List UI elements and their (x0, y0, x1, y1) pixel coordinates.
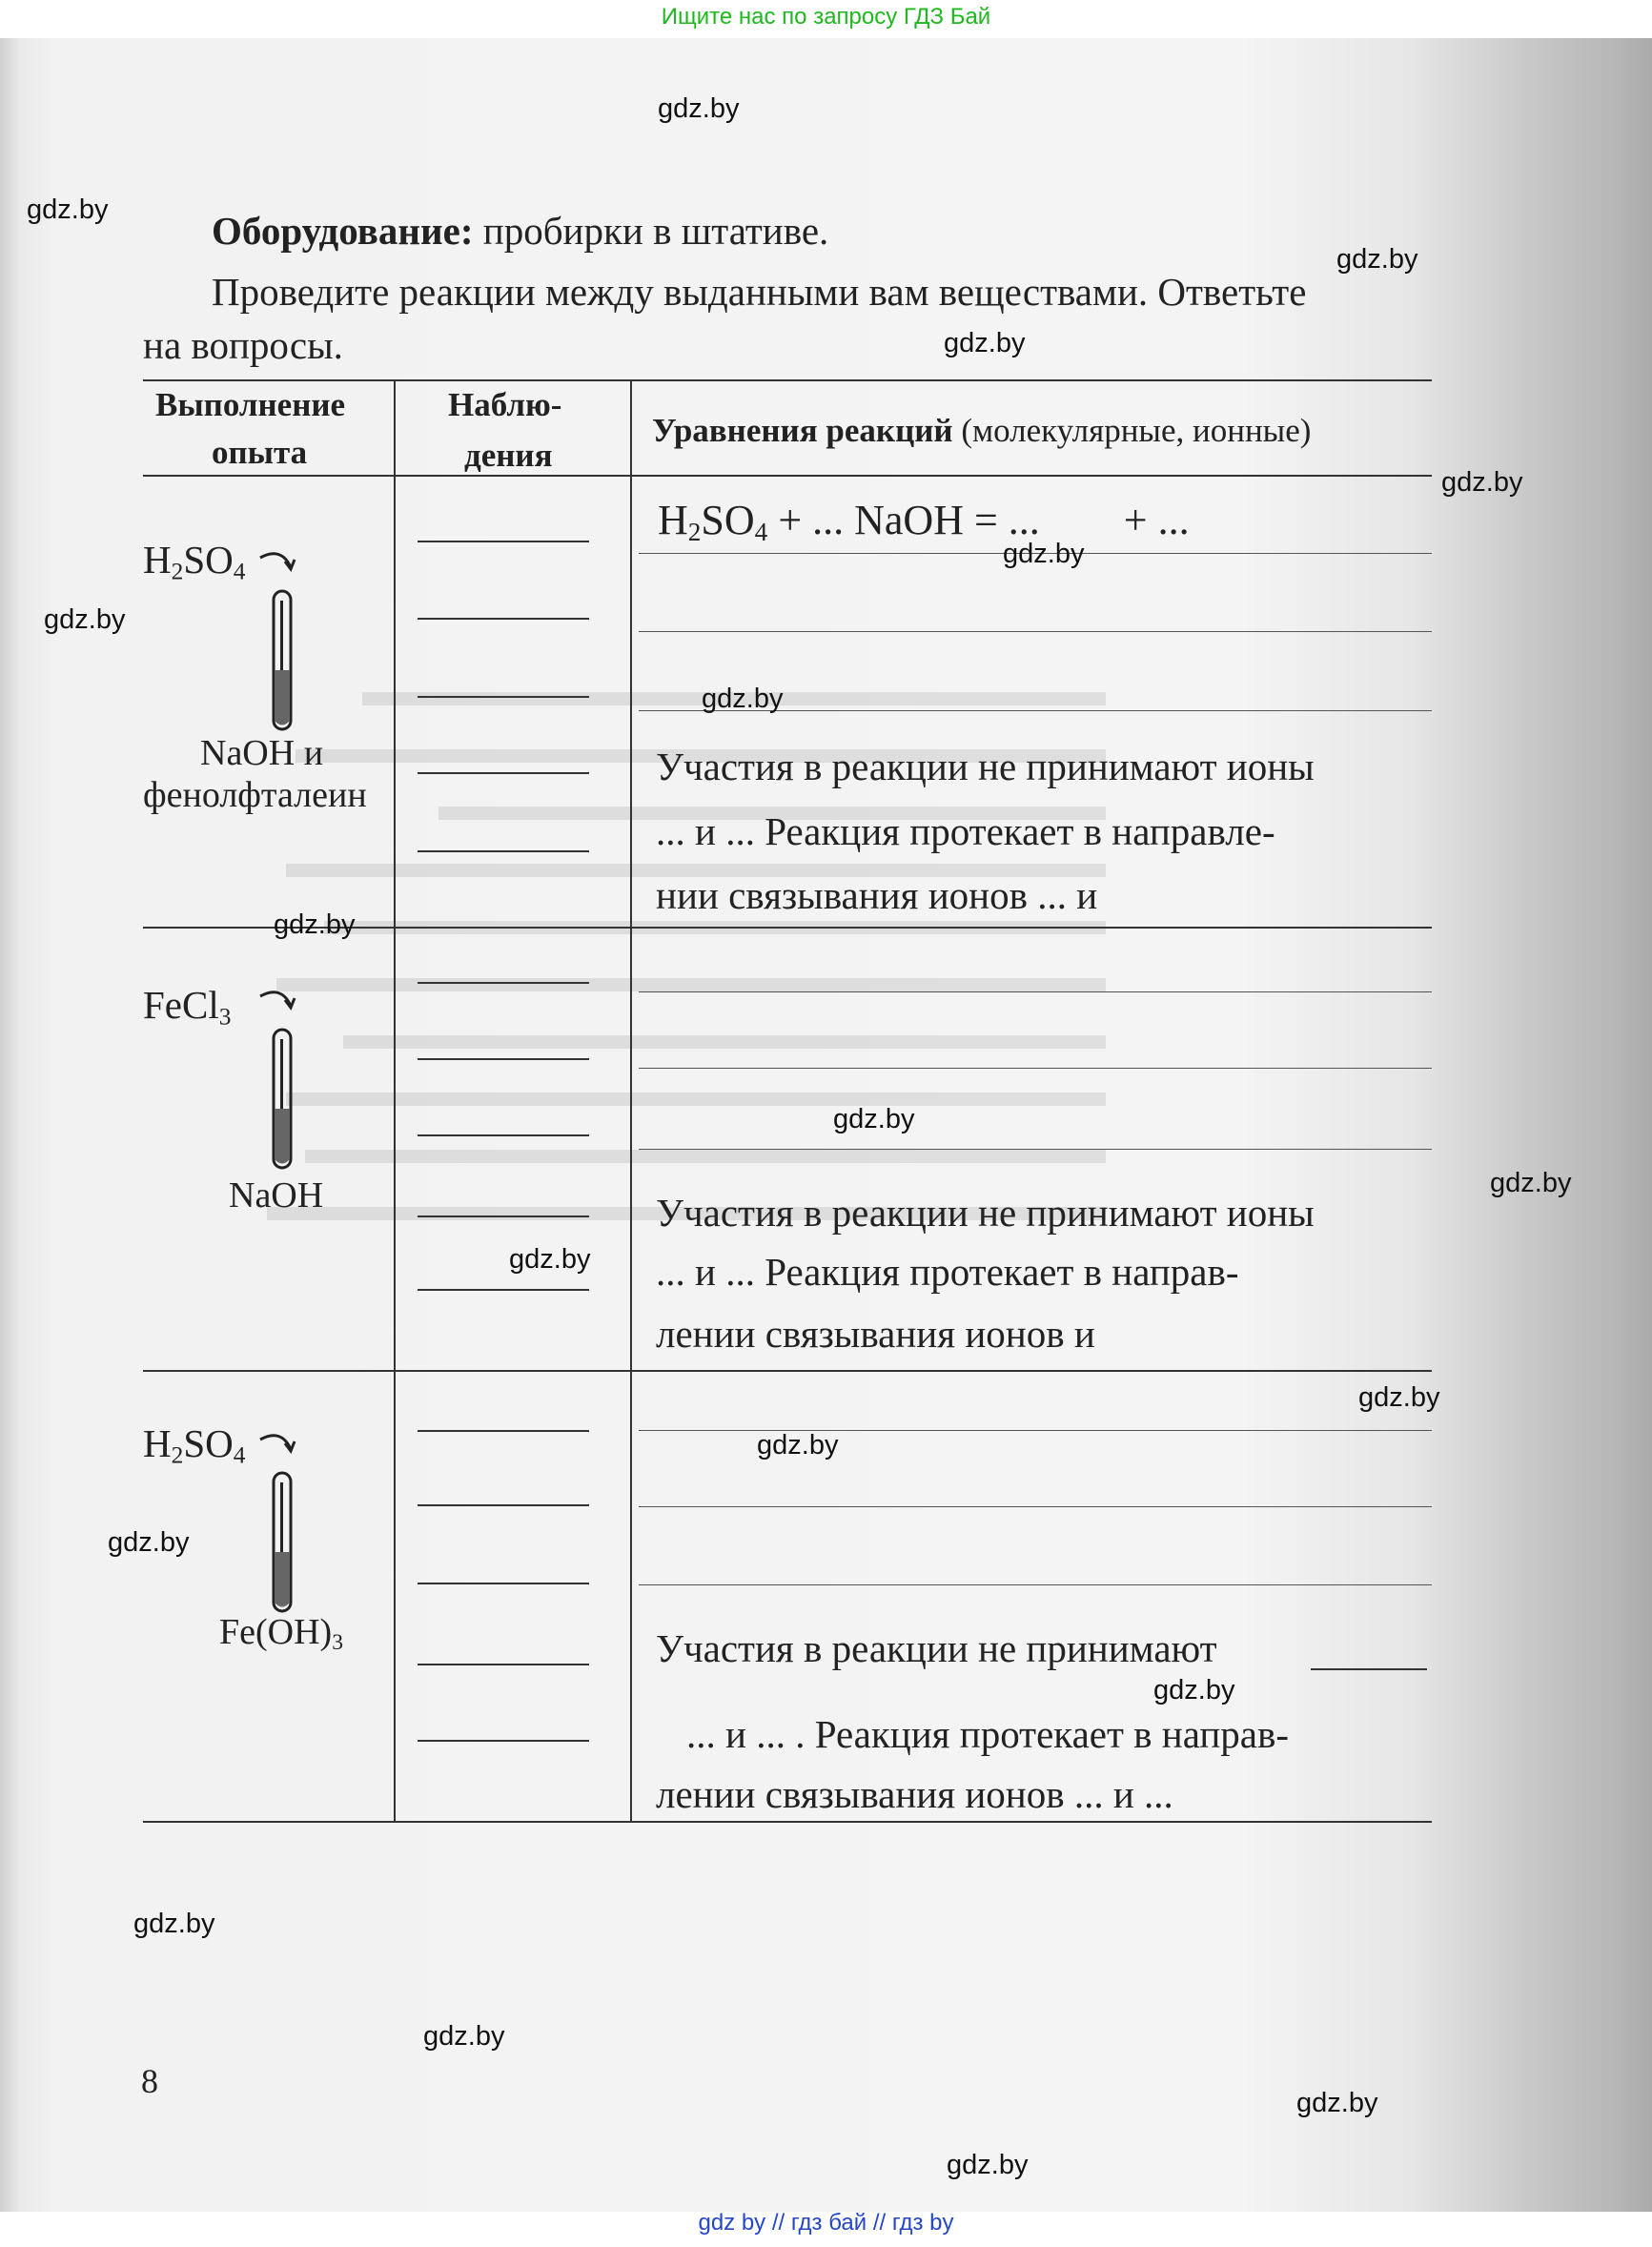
top-banner[interactable]: Ищите нас по запросу ГДЗ Бай (661, 4, 991, 30)
equipment-text: пробирки в штативе. (473, 209, 829, 253)
row2-equation-line (639, 1068, 1432, 1069)
watermark: gdz.by (944, 328, 1026, 358)
row3-reagent-bottom: $Fe(OH)_3$ (219, 1612, 343, 1655)
row2-text-3: лении связывания ионов и (656, 1312, 1095, 1356)
row3-text-2: ... и ... . Реакция протекает в направ- (686, 1712, 1289, 1756)
row-2-divider (143, 1370, 1432, 1372)
row3-equation-line (639, 1506, 1432, 1507)
row1-text-3: нии связывания ионов ... и (656, 873, 1098, 917)
row3-equation-line (639, 1584, 1432, 1585)
row2-observation-blank (418, 1289, 589, 1291)
watermark: gdz.by (1336, 244, 1418, 275)
watermark: gdz.by (27, 194, 109, 225)
row1-observation-blank (418, 618, 589, 620)
row1-reagent-top: $H_2SO_4$ (143, 538, 246, 585)
test-tube-icon (253, 548, 310, 739)
row2-text-1: Участия в реакции не принимают ионы (656, 1191, 1315, 1235)
row2-equation-line (639, 991, 1432, 992)
row1-equation-line (639, 631, 1432, 632)
watermark: gdz.by (1490, 1168, 1572, 1198)
row1-equation: $H_2SO_4$ + ... NaOH = ... + ... (658, 497, 1190, 546)
table-bottom-rule (143, 1821, 1432, 1823)
column-divider-2 (630, 379, 632, 1821)
watermark: gdz.by (947, 2150, 1029, 2180)
row3-observation-blank (418, 1740, 589, 1742)
row1-observation-blank (418, 696, 589, 698)
row1-reagent-bottom-1: NaOH и (200, 733, 324, 773)
row1-observation-blank (418, 541, 589, 542)
watermark: gdz.by (44, 604, 126, 635)
header-col2-line1: Наблю- (448, 386, 562, 423)
watermark: gdz.by (702, 684, 784, 714)
watermark: gdz.by (833, 1104, 915, 1134)
row2-observation-blank (418, 1058, 589, 1060)
header-col3-bold: Уравнения реакций (652, 412, 953, 449)
header-col1-line1: Выполнение (155, 386, 346, 423)
test-tube-icon (253, 1430, 310, 1621)
watermark: gdz.by (1441, 467, 1523, 498)
row3-reagent-top: $H_2SO_4$ (143, 1421, 246, 1469)
watermark: gdz.by (1358, 1382, 1440, 1413)
row2-observation-blank (418, 1134, 589, 1136)
row2-reagent-bottom: NaOH (229, 1175, 324, 1215)
header-col3 (652, 412, 1311, 450)
row3-text-3: лении связывания ионов ... и ... (656, 1772, 1173, 1816)
watermark: gdz.by (274, 909, 356, 940)
row2-equation-line (639, 1149, 1432, 1150)
watermark: gdz.by (1003, 539, 1085, 569)
row3-observation-blank (418, 1430, 589, 1432)
watermark: gdz.by (1153, 1675, 1235, 1706)
task-line-2: на вопросы. (143, 323, 343, 367)
row2-reagent-top: FeCl$_3$ (143, 983, 232, 1031)
watermark: gdz.by (757, 1430, 839, 1461)
page-number: 8 (141, 2062, 158, 2100)
row3-observation-blank (418, 1583, 589, 1584)
watermark: gdz.by (509, 1244, 591, 1275)
table-top-rule (143, 379, 1432, 381)
watermark: gdz.by (133, 1909, 215, 1939)
row2-observation-blank (418, 982, 589, 984)
row1-text-1: Участия в реакции не принимают ионы (656, 745, 1315, 788)
test-tube-icon (253, 987, 310, 1177)
row1-reagent-bottom-2: фенолфталеин (143, 775, 367, 815)
equipment-label: Оборудование: (212, 209, 474, 253)
row3-text-1: Участия в реакции не принимают (656, 1626, 1217, 1670)
header-col1-line2: опыта (212, 434, 308, 471)
watermark: gdz.by (108, 1527, 190, 1558)
row3-observation-blank (418, 1504, 589, 1506)
column-divider-1 (394, 379, 396, 1821)
watermark: gdz.by (423, 2021, 505, 2052)
row1-text-2: ... и ... Реакция протекает в направле- (656, 809, 1275, 853)
header-col3-rest: (молекулярные, ионные) (952, 412, 1312, 449)
watermark: gdz.by (1296, 2088, 1378, 2118)
row1-observation-blank (418, 772, 589, 774)
header-col2-line2: дения (464, 437, 553, 474)
equipment-line (212, 208, 828, 254)
row2-observation-blank (418, 1215, 589, 1217)
row3-observation-blank (418, 1664, 589, 1665)
table-header-rule (143, 475, 1432, 477)
watermark: gdz.by (658, 93, 740, 124)
row1-observation-blank (418, 850, 589, 852)
bottom-banner[interactable]: gdz by // гдз бай // гдз by (698, 2210, 954, 2236)
task-line-1: Проведите реакции между выданными вам веществами. Ответьте (212, 270, 1307, 314)
row3-text-1-blank (1311, 1668, 1427, 1670)
row2-text-2: ... и ... Реакция протекает в направ- (656, 1250, 1239, 1294)
